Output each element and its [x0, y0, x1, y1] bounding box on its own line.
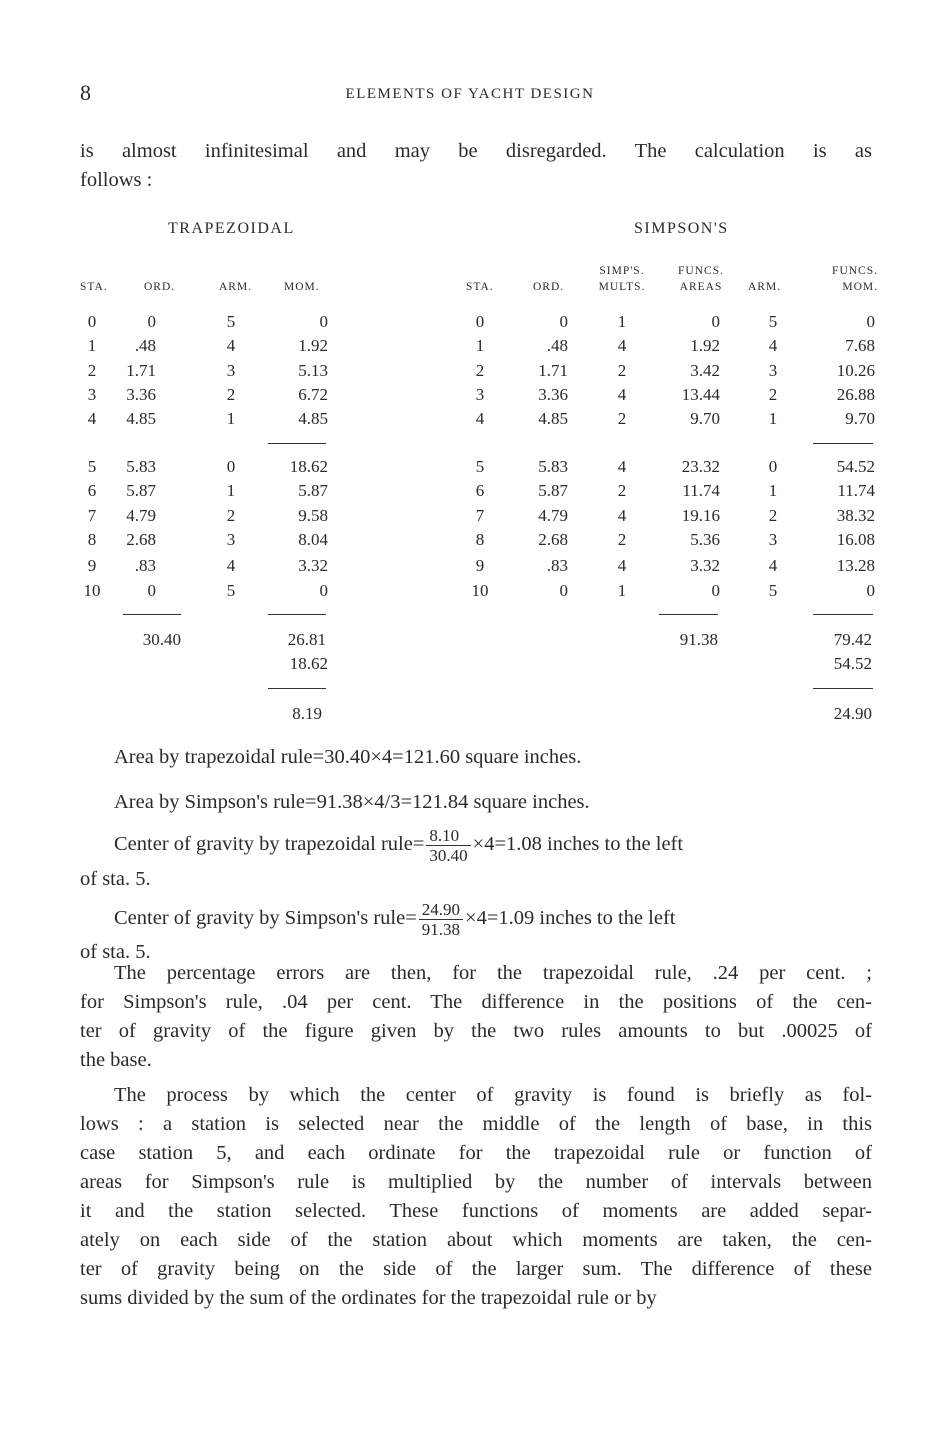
simp-cell-areas: 3.32	[690, 556, 720, 575]
sum-rule	[268, 688, 326, 689]
trap-cell-mom: 8.04	[298, 530, 328, 549]
simp-cell-ord: 0	[559, 581, 568, 600]
simp-cell-mults: 4	[617, 385, 627, 404]
trap-cell-sta: 6	[87, 481, 97, 500]
text-line: case station 5, and each ordinate for the trapezoidal rule or function of	[80, 1142, 872, 1164]
simp-cell-ord: 3.36	[538, 385, 568, 404]
trap-cell-ord: 5.87	[126, 481, 156, 500]
simp-cell-ord: .83	[546, 556, 568, 575]
simp-cell-ord: 5.87	[538, 481, 568, 500]
trap-cell-mom: 6.72	[298, 385, 328, 404]
simp-cell-mults: 1	[617, 581, 627, 600]
cg-simp-fraction	[419, 900, 463, 939]
trap-cell-sta: 8	[87, 530, 97, 549]
simp-cell-mults: 4	[617, 336, 627, 355]
area-simpsons: Area by Simpson's rule=91.38×4/3=121.84 square inches.	[114, 791, 590, 813]
intro-line-2: follows :	[80, 169, 153, 191]
header-sta: STA.	[80, 281, 108, 293]
header-funcs-areas: FUNCS. AREAS	[678, 265, 724, 293]
cg-simp-numerator: 24.90	[419, 900, 463, 920]
trap-cell-arm: 3	[226, 361, 236, 380]
text-line: ter of gravity being on the side of the larger sum. The difference of these	[80, 1258, 872, 1280]
simp-cell-mom: 13.28	[836, 556, 875, 575]
sum-rule	[268, 614, 326, 615]
text-line: for Simpson's rule, .04 per cent. The difference in the positions of the cen-	[80, 991, 872, 1013]
cg-simp-tail: of sta. 5.	[80, 941, 151, 963]
simp-cell-mults: 2	[617, 361, 627, 380]
trap-cell-ord: 1.71	[126, 361, 156, 380]
page-number: 8	[80, 80, 91, 105]
text-line: lows : a station is selected near the middle of the length of base, in this	[80, 1113, 872, 1135]
simp-cell-mom: 0	[866, 581, 875, 600]
trap-cell-ord: 0	[147, 312, 156, 331]
trap-sum-ord: 30.40	[142, 630, 181, 649]
simp-cell-sta: 10	[471, 581, 489, 600]
simp-cell-sta: 8	[475, 530, 485, 549]
trap-sum-mom-after: 26.81	[287, 630, 326, 649]
cg-trapezoidal	[114, 826, 872, 870]
simp-cell-sta: 2	[475, 361, 485, 380]
running-head: ELEMENTS OF YACHT DESIGN	[345, 86, 595, 102]
trap-cell-sta: 10	[83, 581, 101, 600]
trap-cell-ord: 3.36	[126, 385, 156, 404]
trap-sum-mom-before: 18.62	[289, 654, 328, 673]
trap-cell-mom: 1.92	[298, 336, 328, 355]
header-ord: ORD.	[144, 281, 176, 293]
simp-sum-mom-before: 54.52	[833, 654, 872, 673]
trap-cell-arm: 5	[226, 312, 236, 331]
trap-cell-mom: 3.32	[298, 556, 328, 575]
text-line: the base.	[80, 1049, 152, 1071]
trap-cell-mom: 4.85	[298, 409, 328, 428]
cg-trap-tail: of sta. 5.	[80, 868, 151, 890]
simp-cell-ord: 2.68	[538, 530, 568, 549]
simp-cell-sta: 4	[475, 409, 485, 428]
area-trapezoidal: Area by trapezoidal rule=30.40×4=121.60 square inches.	[114, 746, 582, 768]
simp-cell-areas: 0	[711, 312, 720, 331]
text-line: ter of gravity of the figure given by the two rules amounts to but .00025 of	[80, 1020, 872, 1042]
trap-cell-mom: 0	[319, 312, 328, 331]
trap-cell-arm: 2	[226, 385, 236, 404]
simpsons-title: SIMPSON'S	[634, 220, 729, 237]
cg-trap-post: ×4=1.08 inches to the left	[472, 833, 684, 856]
cg-trap-fraction	[426, 826, 470, 865]
trap-cell-mom: 0	[319, 581, 328, 600]
header-sta: STA.	[466, 281, 494, 293]
simp-cell-sta: 7	[475, 506, 485, 525]
simp-difference: 24.90	[833, 704, 872, 723]
simp-cell-mom: 9.70	[845, 409, 875, 428]
trap-cell-arm: 3	[226, 530, 236, 549]
intro-line-1: is almost infinitesimal and may be disregarded. The calculation is as	[80, 140, 872, 162]
simp-cell-ord: 1.71	[538, 361, 568, 380]
trap-cell-arm: 1	[226, 409, 236, 428]
simp-cell-sta: 9	[475, 556, 485, 575]
simp-cell-mom: 26.88	[836, 385, 875, 404]
simp-cell-arm: 3	[768, 361, 778, 380]
trap-cell-mom: 5.13	[298, 361, 328, 380]
sum-rule	[659, 614, 718, 615]
trap-cell-arm: 5	[226, 581, 236, 600]
header-ord: ORD.	[533, 281, 565, 293]
simp-sum-areas: 91.38	[679, 630, 718, 649]
trapezoidal-title: TRAPEZOIDAL	[168, 220, 295, 237]
cg-trap-numerator: 8.10	[426, 826, 470, 846]
header-arm: ARM.	[219, 281, 253, 293]
simp-cell-mom: 54.52	[836, 457, 875, 476]
simp-cell-arm: 5	[768, 581, 778, 600]
trap-cell-sta: 4	[87, 409, 97, 428]
simp-cell-mults: 2	[617, 409, 627, 428]
simp-cell-areas: 19.16	[681, 506, 720, 525]
trap-cell-arm: 2	[226, 506, 236, 525]
text-line: The process by which the center of gravity is found is briefly as fol-	[114, 1084, 872, 1106]
text-line: ately on each side of the station about which moments are taken, the cen-	[80, 1229, 872, 1251]
simp-cell-arm: 4	[768, 556, 778, 575]
trap-cell-arm: 4	[226, 336, 236, 355]
simp-cell-mom: 11.74	[837, 481, 875, 500]
sum-rule	[813, 614, 873, 615]
trap-cell-ord: 4.79	[126, 506, 156, 525]
text-line: areas for Simpson's rule is multiplied by the number of intervals between	[80, 1171, 872, 1193]
simp-cell-mom: 0	[866, 312, 875, 331]
simp-cell-arm: 1	[768, 481, 778, 500]
sum-rule	[123, 614, 181, 615]
simp-cell-arm: 3	[768, 530, 778, 549]
cg-simp-post: ×4=1.09 inches to the left	[465, 907, 676, 930]
trap-cell-arm: 1	[226, 481, 236, 500]
simp-cell-sta: 0	[475, 312, 485, 331]
trap-cell-sta: 9	[87, 556, 97, 575]
simp-cell-sta: 6	[475, 481, 485, 500]
simp-cell-arm: 2	[768, 385, 778, 404]
trap-cell-ord: .48	[134, 336, 156, 355]
trap-cell-sta: 0	[87, 312, 97, 331]
cg-simpsons	[114, 900, 872, 944]
cg-simp-denominator: 91.38	[421, 920, 461, 939]
simp-cell-areas: 23.32	[681, 457, 720, 476]
trap-cell-ord: 5.83	[126, 457, 156, 476]
trap-cell-ord: 4.85	[126, 409, 156, 428]
simp-cell-mults: 4	[617, 457, 627, 476]
simp-cell-mults: 2	[617, 481, 627, 500]
simp-cell-mom: 38.32	[836, 506, 875, 525]
simp-cell-areas: 1.92	[690, 336, 720, 355]
cg-simp-pre: Center of gravity by Simpson's rule=	[114, 907, 417, 930]
text-line: it and the station selected. These functions of moments are added separ-	[80, 1200, 872, 1222]
trap-cell-mom: 9.58	[298, 506, 328, 525]
simp-cell-ord: .48	[546, 336, 568, 355]
simp-cell-arm: 0	[768, 457, 778, 476]
trap-cell-mom: 5.87	[298, 481, 328, 500]
trap-cell-sta: 1	[87, 336, 97, 355]
header-mom: MOM.	[284, 281, 320, 293]
header-funcs-mom: FUNCS. MOM.	[832, 265, 878, 293]
simp-cell-sta: 5	[475, 457, 485, 476]
text-line: The percentage errors are then, for the trapezoidal rule, .24 per cent. ;	[114, 962, 872, 984]
simp-cell-ord: 4.79	[538, 506, 568, 525]
header-arm: ARM.	[748, 281, 782, 293]
trap-cell-sta: 3	[87, 385, 97, 404]
sum-rule	[268, 443, 326, 444]
simp-cell-arm: 1	[768, 409, 778, 428]
trap-cell-ord: 0	[147, 581, 156, 600]
simp-cell-areas: 11.74	[682, 481, 720, 500]
simp-cell-areas: 0	[711, 581, 720, 600]
simp-sum-mom-after: 79.42	[833, 630, 872, 649]
trap-difference: 8.19	[292, 704, 322, 723]
trap-cell-ord: 2.68	[126, 530, 156, 549]
simp-cell-ord: 4.85	[538, 409, 568, 428]
trap-cell-arm: 0	[226, 457, 236, 476]
sum-rule	[813, 443, 873, 444]
cg-trap-pre: Center of gravity by trapezoidal rule=	[114, 833, 425, 856]
simp-cell-ord: 0	[559, 312, 568, 331]
simp-cell-mults: 2	[617, 530, 627, 549]
trap-cell-sta: 5	[87, 457, 97, 476]
simp-cell-sta: 3	[475, 385, 485, 404]
simp-cell-mults: 4	[617, 556, 627, 575]
simp-cell-areas: 9.70	[690, 409, 720, 428]
simp-cell-mom: 7.68	[845, 336, 875, 355]
simp-cell-mom: 10.26	[836, 361, 875, 380]
simp-cell-mom: 16.08	[836, 530, 875, 549]
simp-cell-arm: 5	[768, 312, 778, 331]
simp-cell-mults: 4	[617, 506, 627, 525]
trap-cell-sta: 7	[87, 506, 97, 525]
sum-rule	[813, 688, 873, 689]
trap-cell-arm: 4	[226, 556, 236, 575]
trap-cell-sta: 2	[87, 361, 97, 380]
simp-cell-mults: 1	[617, 312, 627, 331]
simp-cell-areas: 13.44	[681, 385, 720, 404]
text-line: sums divided by the sum of the ordinates for the trapezoidal rule or by	[80, 1287, 657, 1309]
simp-cell-areas: 5.36	[690, 530, 720, 549]
simp-cell-arm: 2	[768, 506, 778, 525]
simp-cell-sta: 1	[475, 336, 485, 355]
simp-cell-ord: 5.83	[538, 457, 568, 476]
trap-cell-mom: 18.62	[289, 457, 328, 476]
cg-trap-denominator: 30.40	[429, 846, 468, 865]
simp-cell-arm: 4	[768, 336, 778, 355]
header-simps-mults: SIMP'S. MULTS.	[598, 265, 646, 293]
simp-cell-areas: 3.42	[690, 361, 720, 380]
trap-cell-ord: .83	[134, 556, 156, 575]
